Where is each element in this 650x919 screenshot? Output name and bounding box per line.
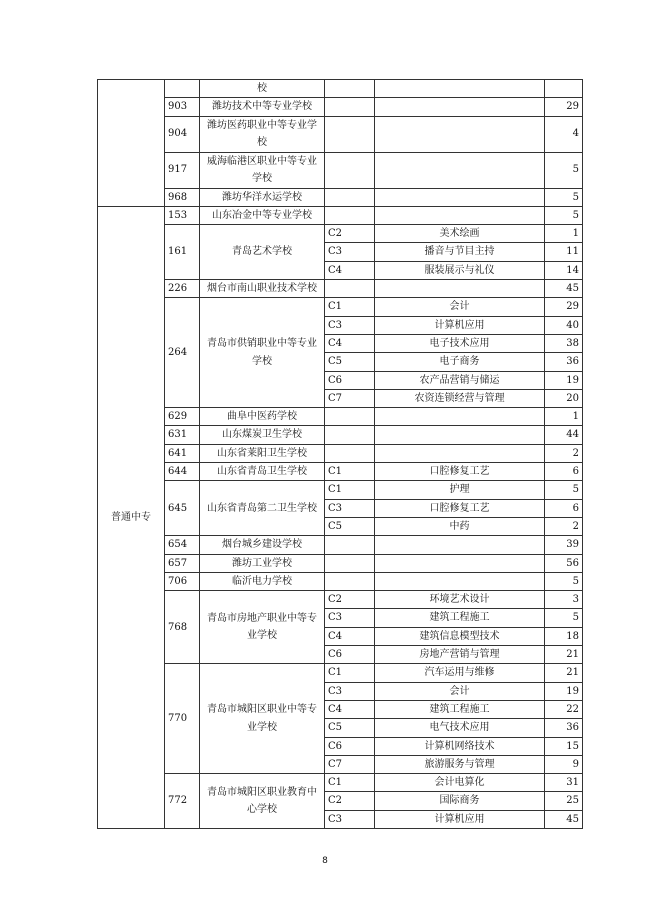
- plan-count: 9: [545, 755, 583, 773]
- major-name: [375, 280, 545, 298]
- table-row: [98, 463, 583, 481]
- major-name: 计算机网络技术: [375, 737, 545, 755]
- plan-count: 40: [545, 316, 583, 334]
- table-row: [98, 572, 583, 590]
- school-code: 629: [165, 408, 200, 426]
- plan-count: 14: [545, 261, 583, 279]
- plan-count: 44: [545, 426, 583, 444]
- major-code: [325, 536, 375, 554]
- major-name: [375, 444, 545, 462]
- category-cell: [98, 80, 165, 207]
- major-name: 国际商务: [375, 792, 545, 810]
- major-name: [375, 426, 545, 444]
- major-code: C2: [325, 792, 375, 810]
- school-code: 903: [165, 98, 200, 116]
- plan-count: 5: [545, 572, 583, 590]
- table-row: [98, 444, 583, 462]
- school-name: 青岛艺术学校: [200, 225, 325, 280]
- school-code: 768: [165, 591, 200, 664]
- major-code: C1: [325, 481, 375, 499]
- table-row: [98, 408, 583, 426]
- plan-count: 6: [545, 499, 583, 517]
- plan-count: 18: [545, 627, 583, 645]
- school-name: 青岛市房地产职业中等专业学校: [200, 591, 325, 664]
- major-code: C5: [325, 353, 375, 371]
- major-name: 播音与节目主持: [375, 243, 545, 261]
- table-row: [98, 591, 583, 609]
- major-name: [375, 554, 545, 572]
- major-name: 电气技术应用: [375, 719, 545, 737]
- school-name: 曲阜中医药学校: [200, 408, 325, 426]
- major-code: [325, 444, 375, 462]
- school-code: 772: [165, 774, 200, 829]
- major-code: C4: [325, 627, 375, 645]
- plan-count: 22: [545, 700, 583, 718]
- major-code: [325, 80, 375, 98]
- table-row: [98, 774, 583, 792]
- major-name: 口腔修复工艺: [375, 463, 545, 481]
- major-code: C1: [325, 298, 375, 316]
- major-code: C3: [325, 316, 375, 334]
- school-name: 潍坊工业学校: [200, 554, 325, 572]
- school-code: 641: [165, 444, 200, 462]
- table-row: [98, 481, 583, 499]
- major-name: 护理: [375, 481, 545, 499]
- page-number: 8: [322, 856, 328, 866]
- school-code: 654: [165, 536, 200, 554]
- major-name: 电子技术应用: [375, 334, 545, 352]
- plan-count: 2: [545, 517, 583, 535]
- plan-count: 2: [545, 444, 583, 462]
- school-name: 青岛市供销职业中等专业学校: [200, 298, 325, 408]
- major-code: [325, 116, 375, 152]
- major-name: [375, 98, 545, 116]
- major-code: C3: [325, 243, 375, 261]
- school-name: 威海临港区职业中等专业学校: [200, 152, 325, 188]
- table-row: [98, 188, 583, 206]
- school-name: 烟台市南山职业技术学校: [200, 280, 325, 298]
- table-row: [98, 280, 583, 298]
- plan-count: 3: [545, 591, 583, 609]
- plan-count: 25: [545, 792, 583, 810]
- major-code: [325, 206, 375, 224]
- school-name: 潍坊技术中等专业学校: [200, 98, 325, 116]
- table-row: [98, 426, 583, 444]
- major-code: C3: [325, 682, 375, 700]
- school-name: 山东煤炭卫生学校: [200, 426, 325, 444]
- school-code: 917: [165, 152, 200, 188]
- school-code: 153: [165, 206, 200, 224]
- school-name: 青岛市城阳区职业中等专业学校: [200, 664, 325, 774]
- major-name: [375, 152, 545, 188]
- major-code: [325, 408, 375, 426]
- major-name: 中药: [375, 517, 545, 535]
- major-name: [375, 536, 545, 554]
- school-code: 226: [165, 280, 200, 298]
- school-code: 264: [165, 298, 200, 408]
- table-row: [98, 98, 583, 116]
- plan-count: 39: [545, 536, 583, 554]
- plan-count: 15: [545, 737, 583, 755]
- major-name: 建筑工程施工: [375, 700, 545, 718]
- major-name: 农产品营销与储运: [375, 371, 545, 389]
- school-code: 161: [165, 225, 200, 280]
- plan-count: 19: [545, 371, 583, 389]
- plan-count: 4: [545, 116, 583, 152]
- major-code: [325, 188, 375, 206]
- major-name: [375, 80, 545, 98]
- major-name: 服装展示与礼仪: [375, 261, 545, 279]
- plan-count: 5: [545, 188, 583, 206]
- major-code: C4: [325, 700, 375, 718]
- plan-count: 5: [545, 609, 583, 627]
- major-name: [375, 188, 545, 206]
- school-code: 706: [165, 572, 200, 590]
- major-code: [325, 152, 375, 188]
- major-name: 建筑信息模型技术: [375, 627, 545, 645]
- major-name: 计算机应用: [375, 810, 545, 828]
- plan-count: 36: [545, 353, 583, 371]
- major-name: [375, 116, 545, 152]
- major-code: C2: [325, 591, 375, 609]
- major-code: C1: [325, 463, 375, 481]
- school-code: [165, 80, 200, 98]
- table-row: [98, 80, 583, 98]
- school-code: 645: [165, 481, 200, 536]
- school-name: 校: [200, 80, 325, 98]
- major-name: 环境艺术设计: [375, 591, 545, 609]
- major-code: [325, 426, 375, 444]
- table-row: [98, 554, 583, 572]
- major-code: C6: [325, 371, 375, 389]
- plan-count: 31: [545, 774, 583, 792]
- table-row: [98, 664, 583, 682]
- school-code: 968: [165, 188, 200, 206]
- major-code: C7: [325, 755, 375, 773]
- plan-count: 29: [545, 298, 583, 316]
- school-name: 潍坊华洋水运学校: [200, 188, 325, 206]
- table-row: [98, 225, 583, 243]
- plan-count: 21: [545, 646, 583, 664]
- plan-count: 20: [545, 389, 583, 407]
- major-name: [375, 572, 545, 590]
- school-name: 临沂电力学校: [200, 572, 325, 590]
- plan-count: 6: [545, 463, 583, 481]
- major-code: [325, 280, 375, 298]
- school-code: 631: [165, 426, 200, 444]
- major-name: 会计: [375, 682, 545, 700]
- plan-count: 1: [545, 225, 583, 243]
- major-code: C5: [325, 517, 375, 535]
- major-name: 计算机应用: [375, 316, 545, 334]
- school-code: 904: [165, 116, 200, 152]
- major-code: C7: [325, 389, 375, 407]
- major-code: C1: [325, 664, 375, 682]
- major-name: 农资连锁经营与管理: [375, 389, 545, 407]
- major-code: C2: [325, 225, 375, 243]
- major-code: C4: [325, 334, 375, 352]
- major-name: 美术绘画: [375, 225, 545, 243]
- major-name: [375, 206, 545, 224]
- plan-count: [545, 80, 583, 98]
- school-code: 770: [165, 664, 200, 774]
- plan-count: 38: [545, 334, 583, 352]
- table-row: [98, 298, 583, 316]
- plan-count: 21: [545, 664, 583, 682]
- major-code: C5: [325, 719, 375, 737]
- school-name: 山东省青岛卫生学校: [200, 463, 325, 481]
- major-code: C3: [325, 810, 375, 828]
- plan-count: 5: [545, 481, 583, 499]
- school-name: 潍坊医药职业中等专业学校: [200, 116, 325, 152]
- plan-count: 5: [545, 152, 583, 188]
- major-code: [325, 98, 375, 116]
- school-code: 644: [165, 463, 200, 481]
- table-row: [98, 152, 583, 188]
- major-name: 汽车运用与维修: [375, 664, 545, 682]
- major-name: 旅游服务与管理: [375, 755, 545, 773]
- major-code: C4: [325, 261, 375, 279]
- enrollment-plan-table: [97, 79, 583, 829]
- major-code: [325, 554, 375, 572]
- plan-count: 45: [545, 810, 583, 828]
- major-code: [325, 572, 375, 590]
- school-name: 青岛市城阳区职业教育中心学校: [200, 774, 325, 829]
- plan-count: 1: [545, 408, 583, 426]
- plan-count: 45: [545, 280, 583, 298]
- major-name: 房地产营销与管理: [375, 646, 545, 664]
- major-code: C1: [325, 774, 375, 792]
- major-name: 会计电算化: [375, 774, 545, 792]
- school-name: 山东省青岛第二卫生学校: [200, 481, 325, 536]
- school-name: 烟台城乡建设学校: [200, 536, 325, 554]
- major-name: 会计: [375, 298, 545, 316]
- school-code: 657: [165, 554, 200, 572]
- plan-count: 5: [545, 206, 583, 224]
- major-name: 建筑工程施工: [375, 609, 545, 627]
- major-code: C6: [325, 737, 375, 755]
- major-name: [375, 408, 545, 426]
- plan-count: 36: [545, 719, 583, 737]
- category-cell: 普通中专: [98, 206, 165, 828]
- table-row: [98, 206, 583, 224]
- major-code: C6: [325, 646, 375, 664]
- table-row: [98, 116, 583, 152]
- plan-count: 11: [545, 243, 583, 261]
- table-row: [98, 536, 583, 554]
- school-name: 山东省莱阳卫生学校: [200, 444, 325, 462]
- plan-count: 19: [545, 682, 583, 700]
- plan-count: 29: [545, 98, 583, 116]
- table-body: [98, 80, 583, 829]
- major-name: 电子商务: [375, 353, 545, 371]
- major-code: C3: [325, 609, 375, 627]
- major-code: C3: [325, 499, 375, 517]
- plan-count: 56: [545, 554, 583, 572]
- major-name: 口腔修复工艺: [375, 499, 545, 517]
- school-name: 山东冶金中等专业学校: [200, 206, 325, 224]
